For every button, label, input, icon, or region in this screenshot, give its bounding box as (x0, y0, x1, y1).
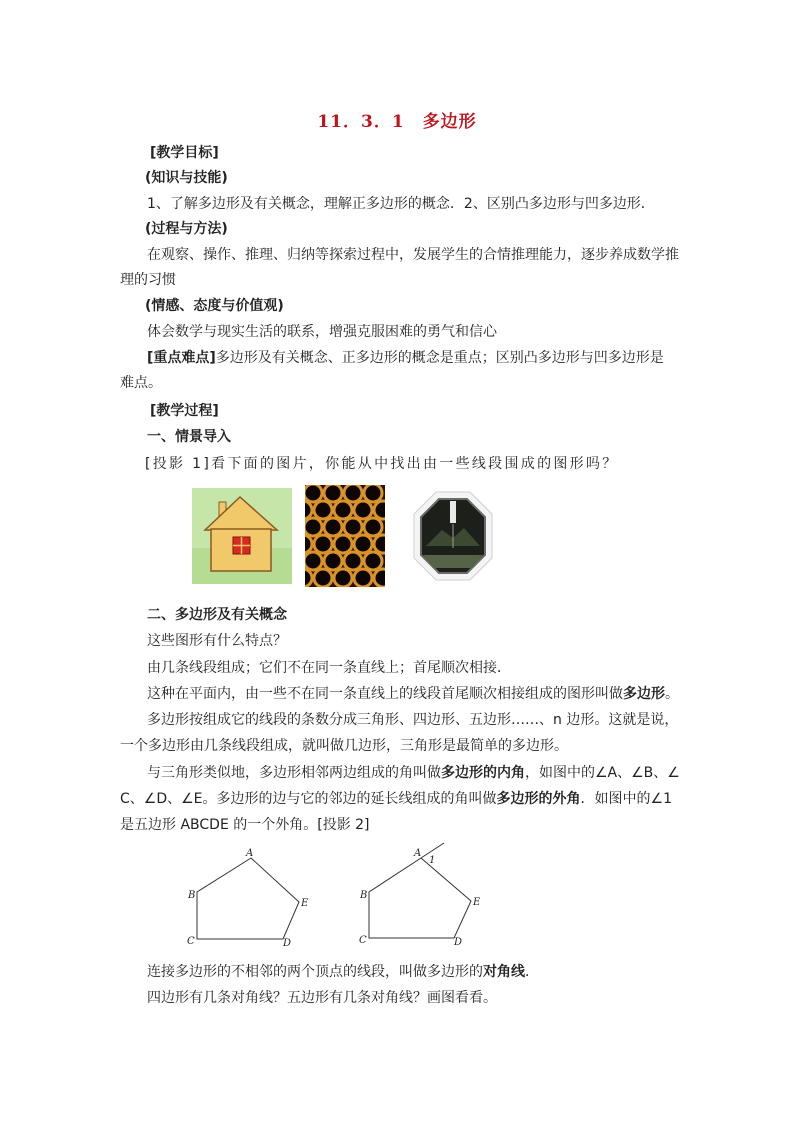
features-question: 这些图形有什么特点？ (147, 633, 287, 649)
polygon-definition-end: 。 (665, 686, 679, 702)
key-points-text-2: 难点。 (120, 375, 162, 391)
exterior-angle-text (120, 789, 672, 809)
label-C: C (187, 936, 195, 947)
diagonal-definition-end: ． (525, 964, 539, 980)
process-text-2: 理的习惯 (120, 272, 176, 288)
page-title: 11．3．1 多边形 (317, 112, 477, 132)
diagonal-definition-text: 连接多边形的不相邻的两个顶点的线段，叫做多边形的 (147, 964, 483, 980)
classification-text-1: 多边形按组成它的线段的条数分成三角形、四边形、五边形……、n 边形。这就是说， (147, 712, 679, 728)
procedure-heading: [教学过程] (150, 403, 219, 419)
interior-angle-pre: 与三角形类似地，多边形相邻两边组成的角叫做 (147, 765, 441, 781)
label-C: C (359, 935, 367, 946)
interior-angle-text (147, 763, 680, 783)
diagonal-term: 对角线 (483, 964, 525, 980)
exterior-angle-post: ．如图中的∠1 (580, 791, 672, 807)
section-2-heading: 二、多边形及有关概念 (147, 607, 287, 623)
polygon-definition-text: 这种在平面内，由一些不在同一条直线上的线段首尾顺次相接组成的图形叫做 (147, 686, 623, 702)
label-B: B (360, 890, 368, 901)
process-text-1: 在观察、操作、推理、归纳等探索过程中，发展学生的合情推理能力，逐步养成数学推 (147, 247, 679, 263)
emotion-heading: (情感、态度与价值观) (145, 298, 284, 314)
label-E: E (301, 898, 309, 909)
key-points-text: 多边形及有关概念、正多边形的概念是重点；区别凸多边形与凹多边形是 (215, 350, 664, 366)
label-D: D (283, 938, 292, 949)
label-A: A (246, 848, 254, 859)
pentagon-figure-interior (180, 845, 320, 950)
polygon-definition (147, 684, 679, 704)
diagonal-question: 四边形有几条对角线？五边形有几条对角线？画图看看。 (147, 990, 497, 1006)
pentagon-figure-exterior (350, 840, 490, 950)
label-A: A (414, 848, 422, 859)
features-answer: 由几条线段组成；它们不在同一条直线上；首尾顺次相接． (147, 660, 511, 676)
goals-heading: [教学目标] (150, 145, 219, 161)
classification-text-2: 一个多边形由几条线段组成，就叫做几边形，三角形是最简单的多边形。 (120, 738, 568, 754)
key-points-label: [重点难点] (147, 350, 216, 366)
exterior-angle-term: 多边形的外角 (496, 791, 581, 807)
house-picture (192, 488, 292, 584)
label-D: D (454, 937, 463, 948)
section-1-heading: 一、情景导入 (147, 429, 231, 445)
label-angle-1: 1 (429, 855, 436, 866)
key-points-line (147, 348, 664, 368)
octagon-window-picture (412, 488, 494, 584)
label-B: B (188, 890, 196, 901)
interior-angle-term: 多边形的内角 (441, 765, 525, 781)
diagonal-definition (147, 962, 539, 982)
emotion-text: 体会数学与现实生活的联系，增强克服困难的勇气和信心 (147, 324, 497, 340)
exterior-angle-pre: C、∠D、∠E。多边形的边与它的邻边的延长线组成的角叫做 (120, 791, 497, 807)
interior-angle-post: ，如图中的∠A、∠B、∠ (525, 765, 680, 781)
polygon-term: 多边形 (623, 686, 665, 702)
projection-1-text: [投影 1]看下面的图片，你能从中找出由一些线段围成的图形吗？ (145, 456, 619, 472)
knowledge-heading: (知识与技能) (145, 170, 228, 186)
process-heading: (过程与方法) (145, 221, 228, 237)
exterior-angle-example: 是五边形 ABCDE 的一个外角。[投影 2] (120, 817, 370, 833)
honeycomb-picture (305, 485, 385, 587)
knowledge-text: 1、了解多边形及有关概念，理解正多边形的概念．2、区别凸多边形与凹多边形． (147, 196, 655, 212)
label-E: E (473, 897, 481, 908)
